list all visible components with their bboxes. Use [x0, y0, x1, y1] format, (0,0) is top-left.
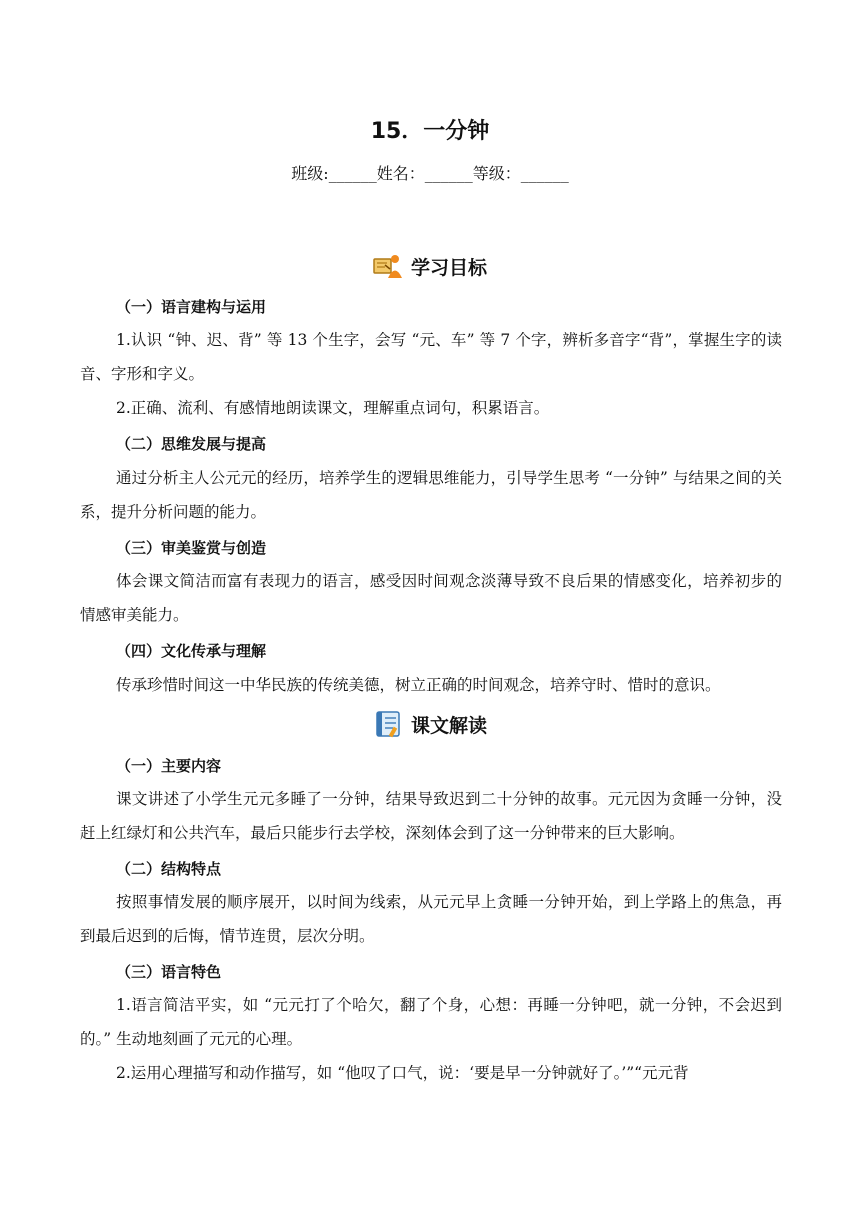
- subheading-structure: （二）结构特点: [116, 860, 222, 878]
- paragraph: 课文讲述了小学生元元多睡了一分钟，结果导致迟到二十分钟的故事。元元因为贪睡一分钟，没赶上红绿灯和公共汽车，最后只能步行去学校，深刻体会到了这一分钟带来的巨大影响。: [80, 790, 782, 842]
- paragraph: 传承珍惜时间这一中华民族的传统美德，树立正确的时间观念，培养守时、惜时的意识。: [116, 676, 721, 694]
- paragraph: 按照事情发展的顺序展开，以时间为线索，从元元早上贪睡一分钟开始，到上学路上的焦急，再到最后迟到的后悔，情节连贯，层次分明。: [80, 893, 782, 945]
- subheading-aesthetics: （三）审美鉴赏与创造: [116, 539, 267, 557]
- page-title: 15．一分钟: [370, 119, 490, 144]
- section-heading-label: 课文解读: [410, 714, 487, 737]
- subheading-language: （一）语言建构与运用: [116, 298, 267, 316]
- paragraph: 1.语言简洁平实，如 “元元打了个哈欠，翻了个身，心想：再睡一分钟吧，就一分钟，不会迟到的。” 生动地刻画了元元的心理。: [80, 996, 782, 1048]
- section-heading-text-analysis: [0, 708, 860, 740]
- teacher-board-icon: [373, 251, 403, 281]
- paragraph: 通过分析主人公元元的经历，培养学生的逻辑思维能力，引导学生思考 “一分钟” 与结果之间的关系，提升分析问题的能力。: [80, 469, 782, 521]
- paragraph: 2.正确、流利、有感情地朗读课文，理解重点词句，积累语言。: [116, 399, 550, 417]
- notebook-icon: [373, 709, 403, 739]
- section-heading-learning-goals: [0, 250, 860, 282]
- subheading-main-content: （一）主要内容: [116, 757, 222, 775]
- paragraph: 体会课文简洁而富有表现力的语言，感受因时间观念淡薄导致不良后果的情感变化，培养初步的情感审美能力。: [80, 572, 782, 624]
- subheading-thinking: （二）思维发展与提高: [116, 435, 267, 453]
- subheading-culture: （四）文化传承与理解: [116, 642, 267, 660]
- student-info-line: 班级:______姓名：______等级：______: [291, 164, 569, 183]
- paragraph: 1.认识 “钟、迟、背” 等 13 个生字，会写 “元、车” 等 7 个字，辨析多音字“背”，掌握生字的读音、字形和字义。: [80, 331, 782, 383]
- section-heading-label: 学习目标: [410, 256, 487, 279]
- paragraph: 2.运用心理描写和动作描写，如 “他叹了口气，说：‘要是早一分钟就好了。’”“元元背: [116, 1064, 689, 1082]
- subheading-language-style: （三）语言特色: [116, 963, 222, 981]
